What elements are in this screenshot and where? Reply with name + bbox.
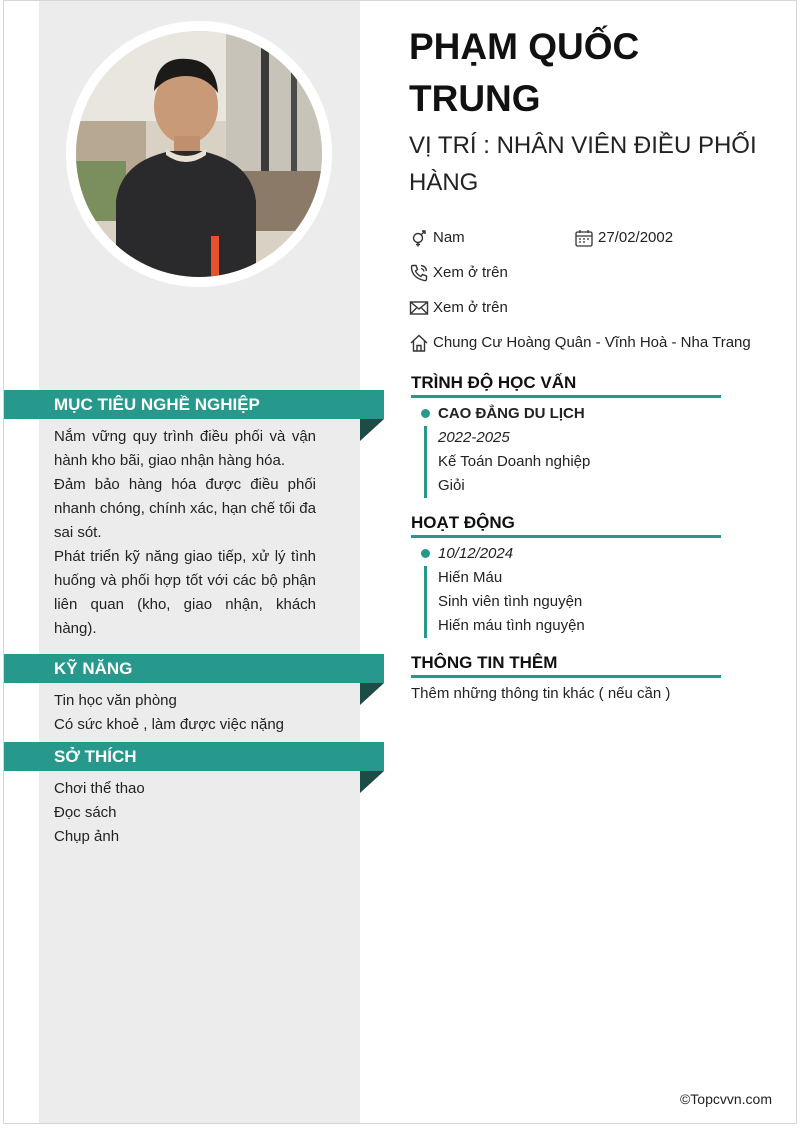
education-line — [424, 426, 427, 498]
hobby-item: Chơi thể thao — [54, 780, 145, 797]
email-info — [409, 298, 508, 318]
calendar-icon — [574, 228, 594, 248]
activities-dot — [421, 549, 430, 558]
education-major: Kế Toán Doanh nghiệp — [438, 453, 591, 470]
phone-info — [409, 263, 508, 283]
skills-heading: KỸ NĂNG — [4, 654, 384, 683]
gender-value: Nam — [433, 229, 465, 246]
gender-info — [409, 228, 465, 248]
objective-fold-decoration — [360, 419, 384, 441]
hobby-item: Chụp ảnh — [54, 828, 120, 845]
phone-value: Xem ở trên — [433, 264, 508, 281]
mail-icon — [409, 298, 429, 318]
email-value: Xem ở trên — [433, 299, 508, 316]
hobbies-body — [54, 777, 316, 849]
activity-role: Sinh viên tình nguyện — [438, 593, 583, 610]
activities-heading: HOẠT ĐỘNG — [411, 511, 721, 538]
hobby-item: Đọc sách — [54, 804, 117, 821]
job-position: VỊ TRÍ : NHÂN VIÊN ĐIỀU PHỐI HÀNG — [409, 132, 757, 196]
extra-info-heading: THÔNG TIN THÊM — [411, 651, 721, 678]
hobbies-fold-decoration — [360, 771, 384, 793]
skills-body — [54, 689, 344, 737]
gender-icon — [409, 228, 429, 248]
education-grade: Giỏi — [438, 477, 465, 494]
objective-line: Nắm vững quy trình điều phối và vận hành kho bãi, giao nhận hàng hóa. — [54, 428, 316, 469]
address-value: Chung Cư Hoàng Quân - Vĩnh Hoà - Nha Trang — [433, 334, 751, 351]
education-dot — [421, 409, 430, 418]
candidate-name: PHẠM QUỐC TRUNG — [409, 26, 640, 119]
activities-timeline — [421, 541, 721, 641]
activity-detail: Hiến máu tình nguyện — [438, 617, 585, 634]
cv-page — [3, 0, 797, 1124]
objective-heading: MỤC TIÊU NGHỀ NGHIỆP — [4, 390, 384, 419]
objective-line: Phát triển kỹ năng giao tiếp, xử lý tình huống và phối hợp tốt với các bộ phận liên quan (kho, giao nhận, khách hàng). — [54, 548, 316, 637]
hobbies-heading: SỞ THÍCH — [4, 742, 384, 771]
avatar — [76, 31, 322, 277]
education-timeline — [421, 401, 721, 501]
education-school: CAO ĐẲNG DU LỊCH — [438, 405, 585, 422]
activity-name: Hiến Máu — [438, 569, 503, 586]
skill-item: Có sức khoẻ , làm được việc nặng — [54, 716, 285, 733]
education-period: 2022-2025 — [438, 429, 510, 446]
birthday-value: 27/02/2002 — [598, 229, 674, 246]
address-info — [409, 333, 751, 353]
phone-icon — [409, 263, 429, 283]
education-heading: TRÌNH ĐỘ HỌC VẤN — [411, 371, 721, 398]
objective-line: Đảm bảo hàng hóa được điều phối nhanh chóng, chính xác, hạn chế tối đa sai sót. — [54, 476, 316, 541]
extra-info-text: Thêm những thông tin khác ( nếu cần ) — [411, 685, 671, 702]
skill-item: Tin học văn phòng — [54, 692, 177, 709]
skills-fold-decoration — [360, 683, 384, 705]
activities-line — [424, 566, 427, 638]
footer-copyright: ©Topcvvn.com — [679, 1091, 772, 1107]
objective-body — [54, 425, 316, 641]
birthday-info — [574, 228, 673, 248]
activity-date: 10/12/2024 — [438, 545, 514, 562]
home-icon — [409, 333, 429, 353]
avatar-frame — [66, 21, 332, 287]
